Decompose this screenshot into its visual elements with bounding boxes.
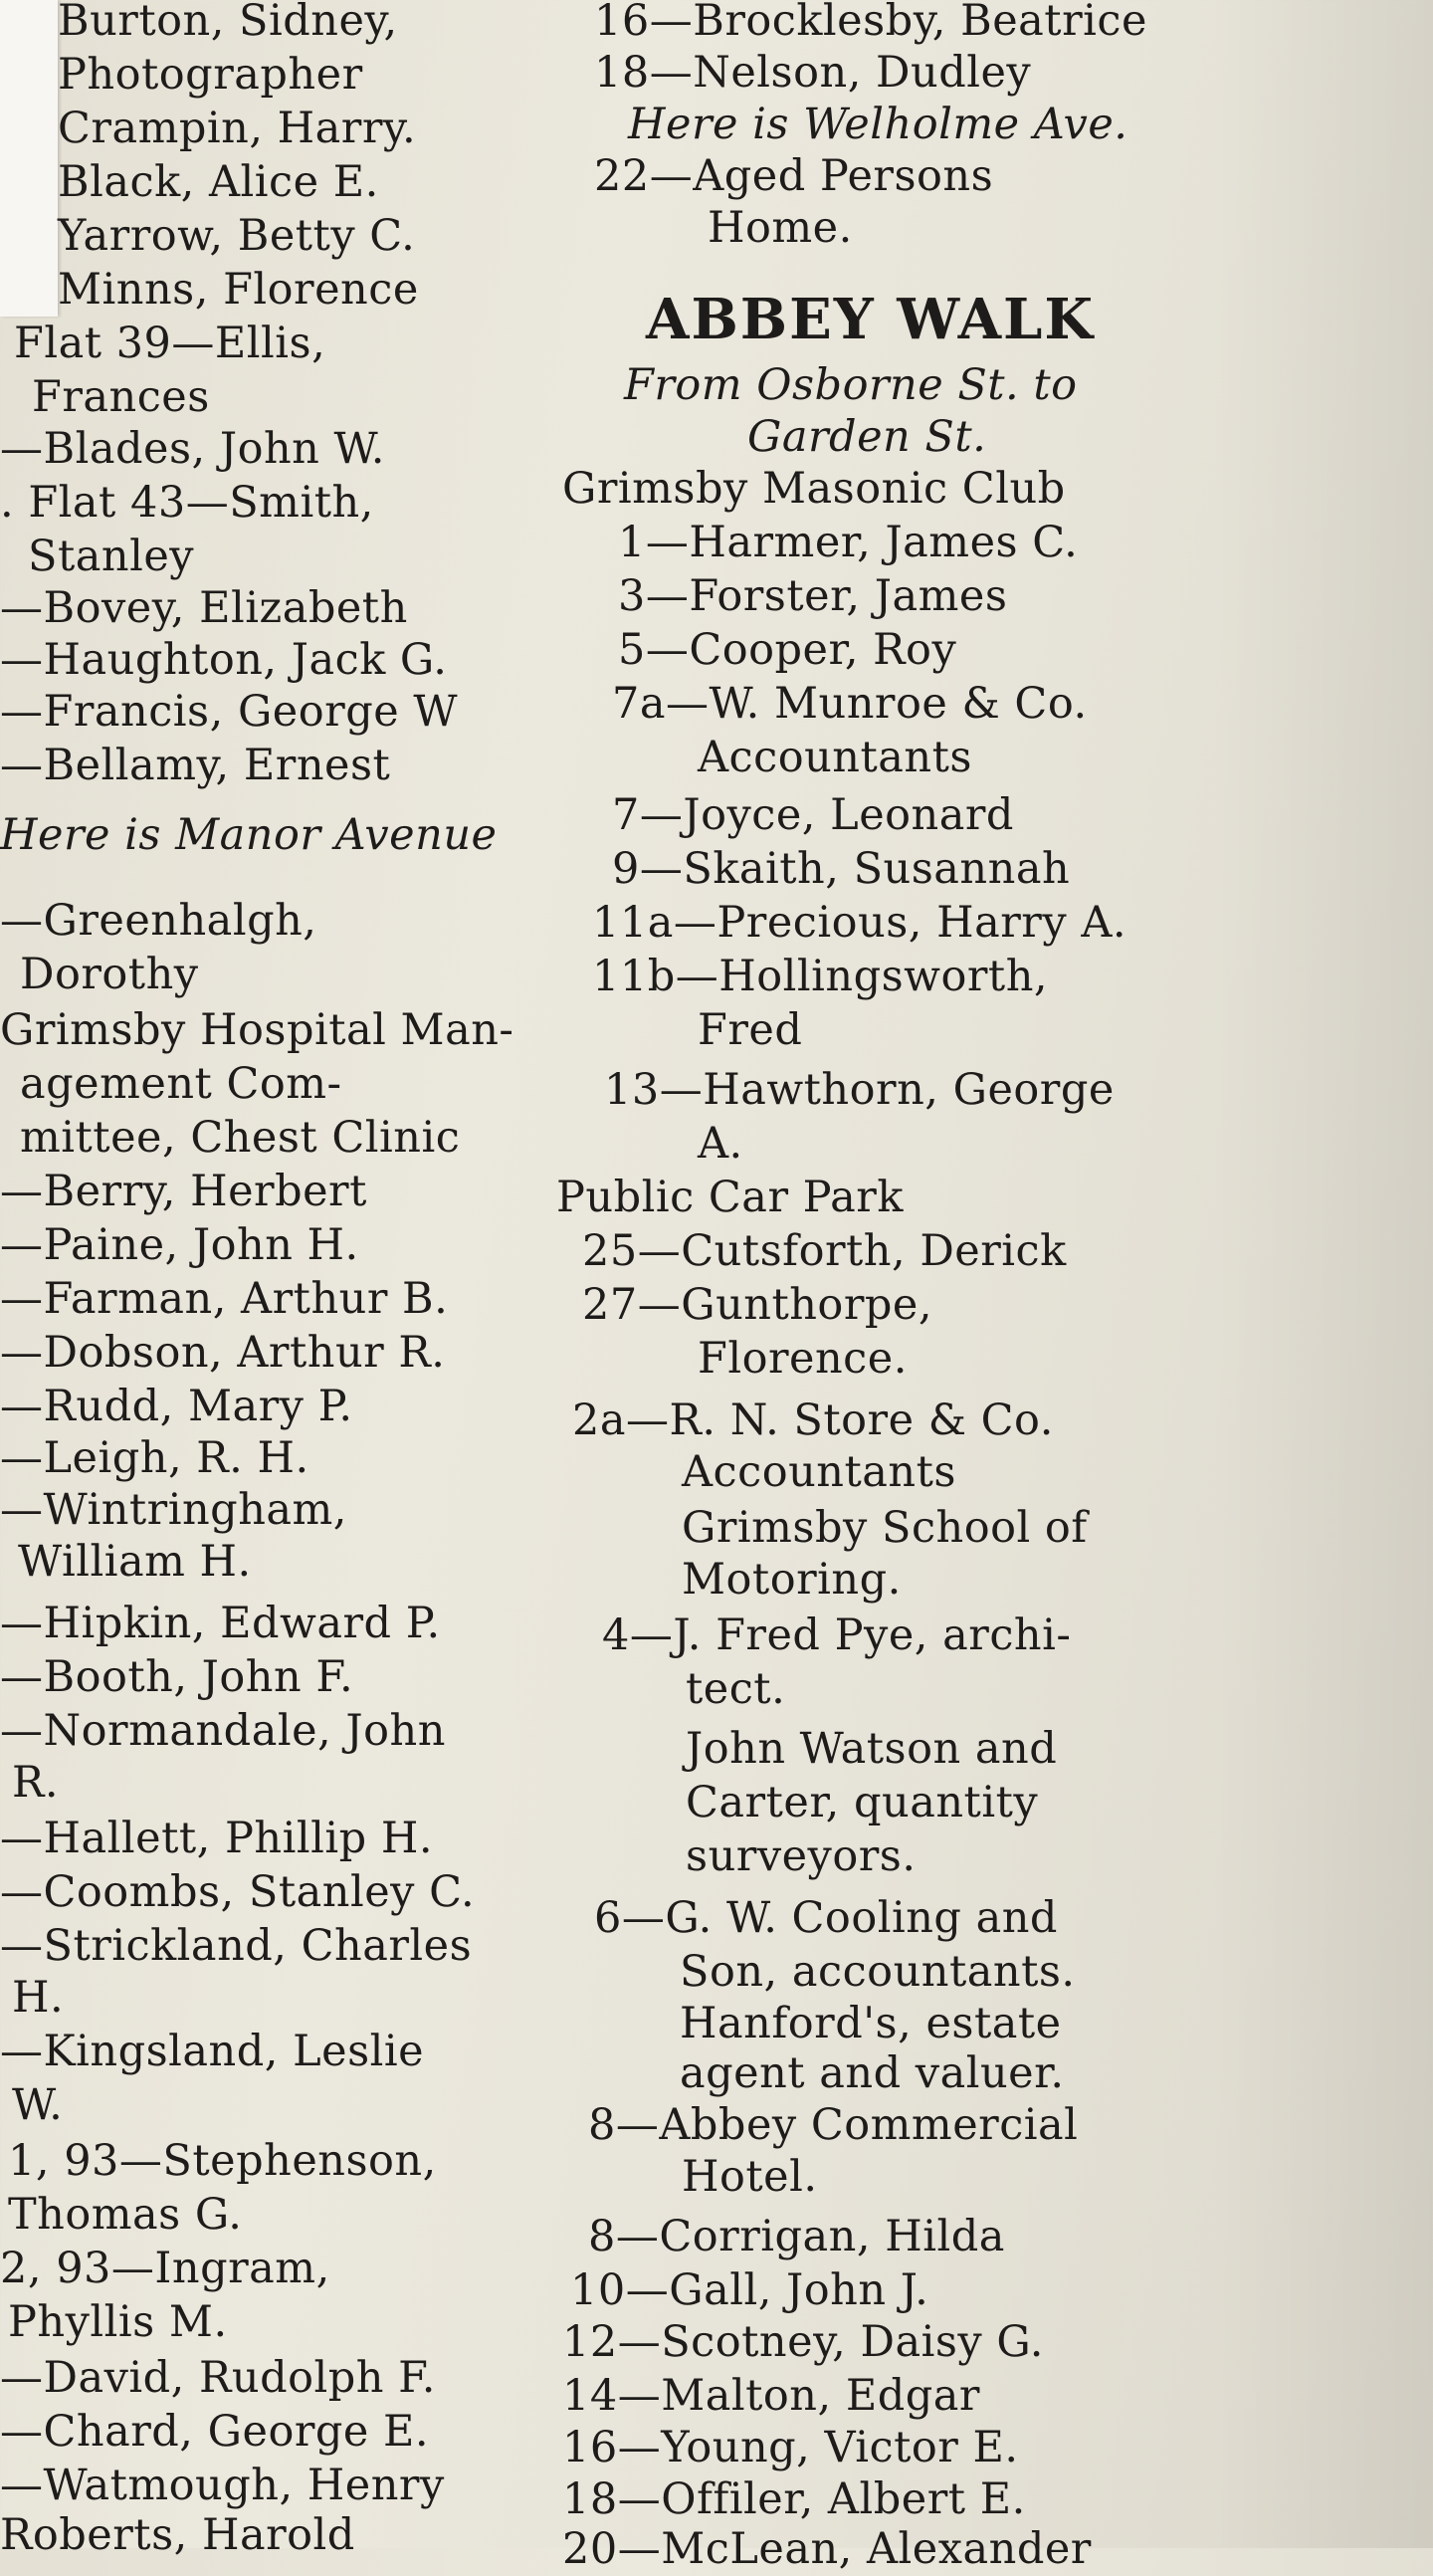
entry-line: tect. [686, 1664, 786, 1714]
entry-line: Thomas G. [8, 2190, 243, 2240]
entry-line: . Flat 43—Smith, [0, 478, 374, 528]
entry-line: —Booth, John F. [0, 1652, 354, 1702]
entry-line: A. [698, 1119, 743, 1169]
entry-line: Roberts, Harold [0, 2510, 355, 2560]
entry-line: —Leigh, R. H. [0, 1433, 309, 1483]
entry-line: mittee, Chest Clinic [20, 1113, 461, 1163]
entry-line: —Chard, George E. [0, 2407, 430, 2457]
entry-line: —Francis, George W [0, 687, 459, 737]
entry-line: 16—Brocklesby, Beatrice [594, 0, 1147, 46]
entry-line: 13—Hawthorn, George [604, 1065, 1115, 1115]
entry-line: 7a—W. Munroe & Co. [612, 679, 1088, 729]
entry-line: Son, accountants. [680, 1947, 1076, 1997]
entry-line: Flat 39—Ellis, [14, 319, 326, 368]
entry-line: 8—Abbey Commercial [588, 2100, 1079, 2150]
entry-line: Frances [32, 372, 210, 422]
entry-line: 7—Joyce, Leonard [612, 790, 1014, 840]
entry-line: Grimsby Hospital Man- [0, 1005, 514, 1055]
entry-line: —Bovey, Elizabeth [0, 583, 408, 633]
entry-line: Florence. [698, 1334, 908, 1384]
street-range: Garden St. [747, 412, 987, 462]
entry-line: Dorothy [20, 950, 199, 999]
entry-line: —Hipkin, Edward P. [0, 1599, 441, 1648]
entry-line: Home. [708, 203, 853, 253]
entry-line: W. [12, 2080, 64, 2130]
entry-line: 2a—R. N. Store & Co. [572, 1395, 1054, 1445]
entry-line: Phyllis M. [8, 2297, 228, 2347]
street-marker: Here is Manor Avenue [0, 810, 498, 860]
street-heading: ABBEY WALK [646, 287, 1096, 352]
entry-line: 18—Offiler, Albert E. [562, 2474, 1026, 2524]
entry-line: —Paine, John H. [0, 1220, 359, 1270]
entry-line: Accountants [698, 733, 972, 782]
entry-line: Crampin, Harry. [58, 104, 417, 153]
entry-line: —Farman, Arthur B. [0, 1274, 449, 1324]
entry-line: William H. [18, 1537, 252, 1587]
entry-line: Hotel. [682, 2152, 818, 2202]
entry-line: Yarrow, Betty C. [58, 211, 416, 261]
entry-line: 8—Corrigan, Hilda [588, 2212, 1005, 2261]
entry-line: Black, Alice E. [58, 157, 379, 207]
entry-line: 20—McLean, Alexander [562, 2524, 1092, 2574]
entry-line: —Watmough, Henry [0, 2461, 445, 2510]
entry-line: —Normandale, John [0, 1706, 446, 1756]
entry-line: 1, 93—Stephenson, [8, 2136, 437, 2186]
entry-line: 4—J. Fred Pye, archi- [602, 1610, 1072, 1660]
entry-line: 10—Gall, John J. [570, 2265, 929, 2315]
entry-line: 12—Scotney, Daisy G. [562, 2317, 1044, 2367]
entry-line: 11b—Hollingsworth, [592, 952, 1049, 1001]
entry-line: 25—Cutsforth, Derick [582, 1226, 1067, 1276]
entry-line: —Bellamy, Ernest [0, 741, 391, 790]
entry-line: Grimsby Masonic Club [562, 464, 1066, 514]
entry-line: —Dobson, Arthur R. [0, 1328, 446, 1378]
entry-line: —Wintringham, [0, 1485, 347, 1535]
entry-line: —Strickland, Charles [0, 1921, 473, 1971]
street-range: From Osborne St. to [624, 360, 1078, 410]
entry-line: 14—Malton, Edgar [562, 2371, 980, 2421]
entry-line: H. [12, 1973, 65, 2023]
entry-line: —Kingsland, Leslie [0, 2027, 425, 2076]
street-marker: Here is Welholme Ave. [628, 100, 1128, 149]
entry-line: 2, 93—Ingram, [0, 2244, 330, 2293]
entry-line: John Watson and [686, 1724, 1058, 1774]
entry-line: 16—Young, Victor E. [562, 2423, 1019, 2472]
entry-line: Carter, quantity [686, 1778, 1039, 1827]
entry-line: Grimsby School of [682, 1503, 1088, 1553]
entry-line: surveyors. [686, 1831, 917, 1881]
entry-line: 5—Cooper, Roy [618, 625, 957, 675]
entry-line: —Greenhalgh, [0, 896, 317, 946]
entry-line: Accountants [682, 1447, 956, 1497]
entry-line: 3—Forster, James [618, 571, 1008, 621]
entry-line: —Rudd, Mary P. [0, 1382, 353, 1431]
entry-line: 18—Nelson, Dudley [594, 48, 1032, 98]
entry-line: R. [12, 1758, 60, 1808]
entry-line: Hanford's, estate [680, 1999, 1062, 2048]
entry-line: Stanley [28, 532, 195, 581]
entry-line: Minns, Florence [58, 265, 419, 315]
paper-scrap [0, 0, 58, 317]
entry-line: Photographer [58, 50, 363, 100]
entry-line: —Haughton, Jack G. [0, 635, 448, 685]
entry-line: 11a—Precious, Harry A. [592, 898, 1127, 948]
entry-line: Fred [698, 1005, 803, 1055]
entry-line: Motoring. [682, 1555, 902, 1605]
entry-line: 1—Harmer, James C. [618, 518, 1079, 567]
entry-line: agement Com- [20, 1059, 342, 1109]
entry-line: —Berry, Herbert [0, 1167, 367, 1216]
entry-line: Burton, Sidney, [58, 0, 398, 46]
entry-line: 6—G. W. Cooling and [594, 1893, 1058, 1943]
entry-line: —Coombs, Stanley C. [0, 1867, 476, 1917]
entry-line: —Blades, John W. [0, 424, 385, 474]
entry-line: 9—Skaith, Susannah [612, 844, 1071, 894]
entry-line: 22—Aged Persons [594, 151, 994, 201]
entry-line: 27—Gunthorpe, [582, 1280, 933, 1330]
page-shadow [1214, 0, 1433, 2548]
entry-line: —Hallett, Phillip H. [0, 1814, 433, 1863]
entry-line: agent and valuer. [680, 2048, 1065, 2098]
entry-line: —David, Rudolph F. [0, 2353, 436, 2403]
entry-line: Public Car Park [556, 1173, 904, 1222]
